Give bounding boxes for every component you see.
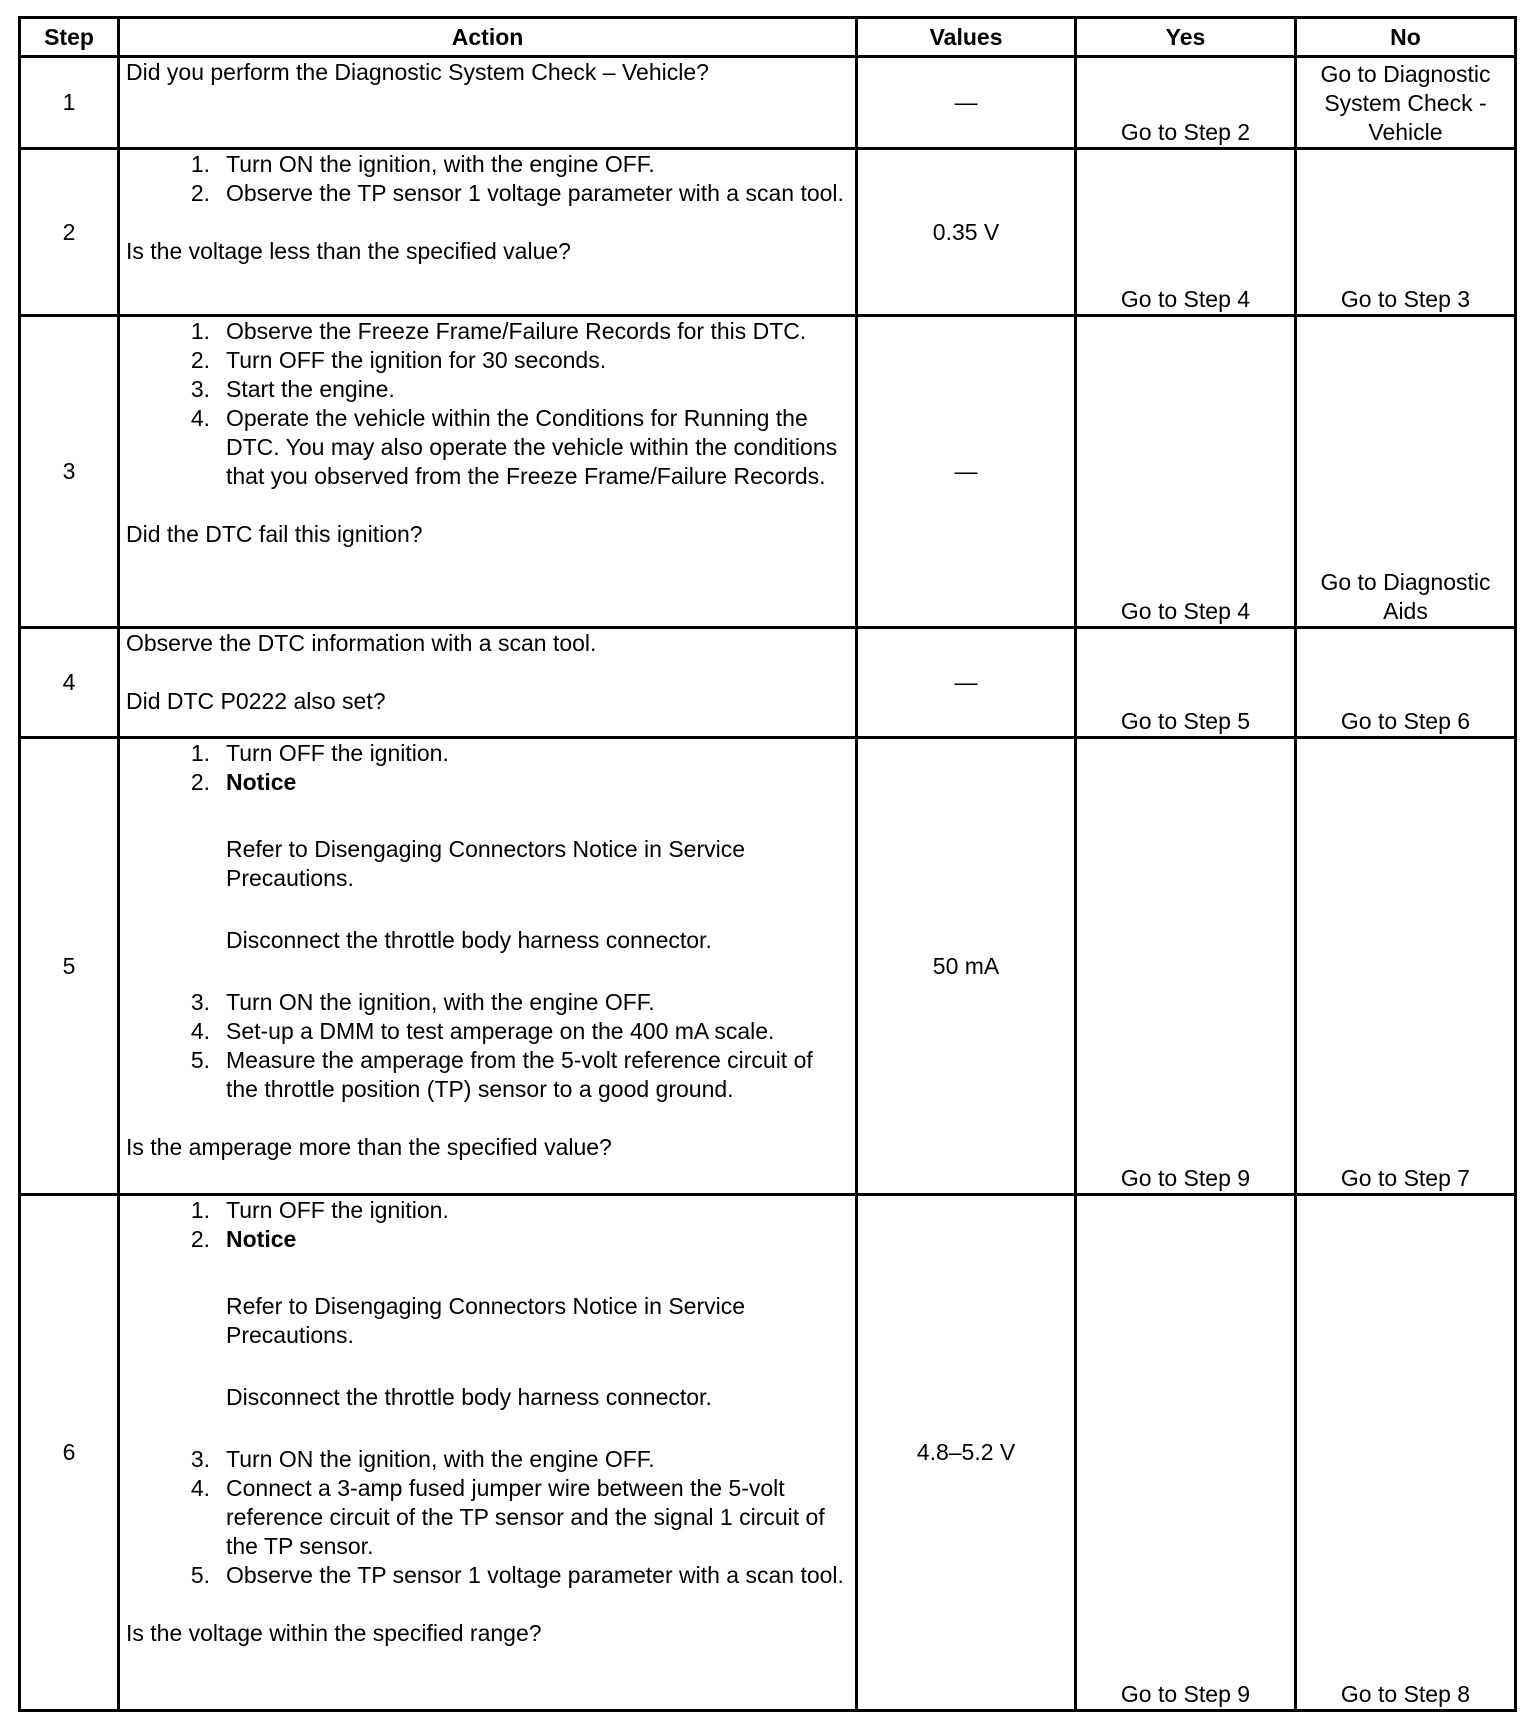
action-question: Did you perform the Diagnostic System Check – Vehicle? <box>126 59 709 85</box>
step-number: 6 <box>20 1195 119 1711</box>
list-item-text: Measure the amperage from the 5-volt reference circuit of the throttle position (TP) sensor to a good ground. <box>226 1047 813 1102</box>
list-item-text: Observe the TP sensor 1 voltage parameter with a scan tool. <box>226 180 844 206</box>
list-item <box>126 1474 849 1561</box>
action-list <box>126 988 849 1104</box>
list-item <box>126 768 849 797</box>
value-cell: 4.8–5.2 V <box>857 1195 1076 1711</box>
list-item-text: Turn OFF the ignition. <box>226 740 449 766</box>
step-number: 2 <box>20 149 119 316</box>
disconnect-instruction: Disconnect the throttle body harness connector. <box>226 1384 712 1410</box>
header-action: Action <box>119 18 857 57</box>
list-item-text: Turn OFF the ignition. <box>226 1197 449 1223</box>
table-row-step-5 <box>20 738 1516 1195</box>
value-cell: — <box>857 316 1076 628</box>
notice-label: Notice <box>226 769 297 795</box>
no-cell: Go to Diagnostic System Check - Vehicle <box>1295 57 1515 149</box>
list-item-text: Observe the TP sensor 1 voltage parameter with a scan tool. <box>226 1562 844 1588</box>
table-header-row <box>20 18 1516 57</box>
list-item <box>126 1445 849 1474</box>
no-cell: Go to Diagnostic Aids <box>1295 316 1515 628</box>
action-question: Is the voltage less than the specified value? <box>126 238 571 264</box>
notice-text: Refer to Disengaging Connectors Notice in Service Precautions. <box>226 836 746 891</box>
action-cell <box>119 149 857 316</box>
action-cell <box>119 1195 857 1711</box>
table-row-step-3 <box>20 316 1516 628</box>
action-question: Did the DTC fail this ignition? <box>126 521 423 547</box>
action-list <box>126 739 849 797</box>
header-values: Values <box>857 18 1076 57</box>
list-item-number: 4. <box>190 1475 210 1501</box>
action-list <box>126 1445 849 1590</box>
yes-cell: Go to Step 5 <box>1075 628 1295 738</box>
action-cell <box>119 628 857 738</box>
list-item-number: 3. <box>190 989 210 1015</box>
table-row-step-1 <box>20 57 1516 149</box>
list-item <box>126 346 849 375</box>
list-item-number: 3. <box>190 1446 210 1472</box>
list-item-number: 1. <box>190 740 210 766</box>
disconnect-instruction: Disconnect the throttle body harness connector. <box>226 927 712 953</box>
step-number: 1 <box>20 57 119 149</box>
list-item-text: Set-up a DMM to test amperage on the 400 mA scale. <box>226 1018 775 1044</box>
list-item-number: 2. <box>190 769 210 795</box>
list-item-text: Connect a 3-amp fused jumper wire between the 5-volt reference circuit of the TP sensor and the signal 1 circuit of the TP sensor. <box>226 1475 825 1559</box>
list-item-text: Start the engine. <box>226 376 395 402</box>
list-item-number: 1. <box>190 151 210 177</box>
yes-cell: Go to Step 2 <box>1075 57 1295 149</box>
diagnostic-document <box>18 16 1517 1712</box>
list-item <box>126 1196 849 1225</box>
step-number: 5 <box>20 738 119 1195</box>
no-cell: Go to Step 8 <box>1295 1195 1515 1711</box>
list-item-number: 3. <box>190 376 210 402</box>
yes-cell: Go to Step 9 <box>1075 738 1295 1195</box>
step-number: 3 <box>20 316 119 628</box>
value-cell: — <box>857 628 1076 738</box>
list-item-number: 1. <box>190 318 210 344</box>
action-list <box>126 1196 849 1254</box>
step-number: 4 <box>20 628 119 738</box>
value-cell: 50 mA <box>857 738 1076 1195</box>
list-item-number: 5. <box>190 1562 210 1588</box>
list-item <box>126 1561 849 1590</box>
list-item-text: Turn ON the ignition, with the engine OFF. <box>226 989 655 1015</box>
table-row-step-6 <box>20 1195 1516 1711</box>
action-cell <box>119 316 857 628</box>
list-item-text: Observe the Freeze Frame/Failure Records for this DTC. <box>226 318 807 344</box>
list-item <box>126 404 849 491</box>
list-item-number: 4. <box>190 405 210 431</box>
table-row-step-2 <box>20 149 1516 316</box>
header-step: Step <box>20 18 119 57</box>
yes-cell: Go to Step 9 <box>1075 1195 1295 1711</box>
diagnostic-table <box>18 16 1517 1712</box>
action-list <box>126 317 849 491</box>
no-cell: Go to Step 3 <box>1295 149 1515 316</box>
action-instruction: Observe the DTC information with a scan tool. <box>126 630 597 656</box>
action-question: Is the voltage within the specified range? <box>126 1620 542 1646</box>
list-item-text: Turn ON the ignition, with the engine OFF. <box>226 1446 655 1472</box>
action-question: Did DTC P0222 also set? <box>126 688 386 714</box>
list-item-number: 2. <box>190 1226 210 1252</box>
list-item <box>126 1046 849 1104</box>
notice-text: Refer to Disengaging Connectors Notice in Service Precautions. <box>226 1293 746 1348</box>
action-question: Is the amperage more than the specified value? <box>126 1134 612 1160</box>
no-cell: Go to Step 6 <box>1295 628 1515 738</box>
list-item <box>126 179 849 208</box>
list-item-number: 2. <box>190 347 210 373</box>
value-cell: — <box>857 57 1076 149</box>
list-item-text: Operate the vehicle within the Conditions for Running the DTC. You may also operate the vehicle within the conditions that you observed from the Freeze Frame/Failure Records. <box>226 405 838 489</box>
header-yes: Yes <box>1075 18 1295 57</box>
action-cell <box>119 57 857 149</box>
header-no: No <box>1295 18 1515 57</box>
action-list <box>126 150 849 208</box>
list-item-text: Turn ON the ignition, with the engine OFF. <box>226 151 655 177</box>
list-item-number: 4. <box>190 1018 210 1044</box>
list-item <box>126 150 849 179</box>
action-cell <box>119 738 857 1195</box>
no-cell: Go to Step 7 <box>1295 738 1515 1195</box>
table-row-step-4 <box>20 628 1516 738</box>
list-item <box>126 317 849 346</box>
yes-cell: Go to Step 4 <box>1075 316 1295 628</box>
list-item <box>126 1225 849 1254</box>
yes-cell: Go to Step 4 <box>1075 149 1295 316</box>
list-item <box>126 1017 849 1046</box>
list-item-number: 2. <box>190 180 210 206</box>
list-item <box>126 375 849 404</box>
list-item <box>126 739 849 768</box>
value-cell: 0.35 V <box>857 149 1076 316</box>
list-item-number: 1. <box>190 1197 210 1223</box>
list-item-text: Turn OFF the ignition for 30 seconds. <box>226 347 607 373</box>
list-item-number: 5. <box>190 1047 210 1073</box>
notice-label: Notice <box>226 1226 297 1252</box>
list-item <box>126 988 849 1017</box>
